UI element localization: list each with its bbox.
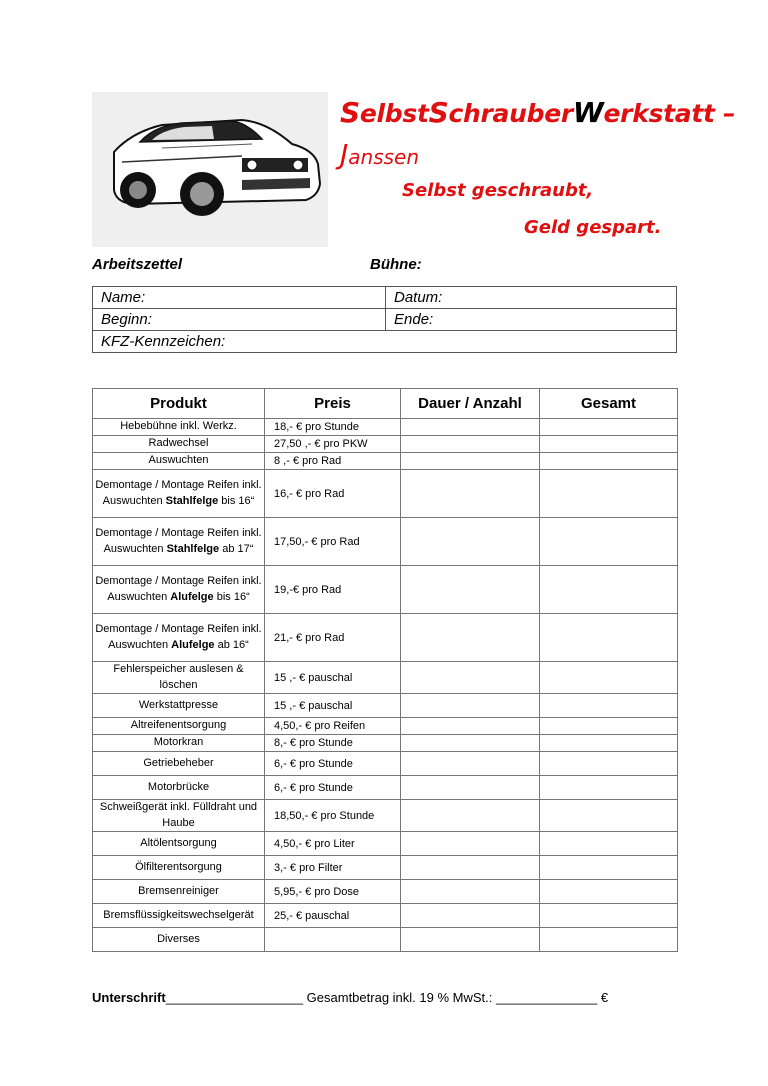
header-dauer: Dauer / Anzahl (401, 389, 540, 419)
product-cell (93, 694, 265, 718)
product-text: bis 16“ (218, 494, 255, 507)
duration-cell[interactable] (401, 776, 540, 800)
product-text: Alufelge (170, 590, 214, 603)
price-cell: 4,50,- € pro Reifen (265, 718, 401, 735)
duration-cell[interactable] (401, 470, 540, 518)
brand-part: chrauber (448, 99, 573, 128)
table-row (93, 694, 678, 718)
product-text: Demontage / Montage Reifen inkl. Auswuchten (95, 623, 262, 651)
duration-cell[interactable] (401, 694, 540, 718)
header-produkt: Produkt (93, 389, 265, 419)
product-text: Fehlerspeicher auslesen & löschen (113, 663, 244, 691)
currency: € (597, 990, 609, 1005)
total-cell[interactable] (540, 566, 678, 614)
owner-initial: J (340, 138, 349, 171)
brand-part: W (572, 96, 604, 129)
price-cell (265, 928, 401, 952)
total-cell[interactable] (540, 735, 678, 752)
product-cell (93, 776, 265, 800)
price-cell: 19,-€ pro Rad (265, 566, 401, 614)
header-gesamt: Gesamt (540, 389, 678, 419)
product-text: Schweißgerät inkl. Fülldraht und Haube (99, 801, 258, 829)
table-row (93, 518, 678, 566)
duration-cell[interactable] (401, 662, 540, 694)
datum-field[interactable]: Datum: (386, 287, 677, 309)
price-cell: 6,- € pro Stunde (265, 776, 401, 800)
total-cell[interactable] (540, 880, 678, 904)
product-text: Bremsflüssigkeitswechselgerät (103, 908, 254, 921)
product-text: Radwechsel (148, 437, 209, 450)
brand-part: – (714, 99, 736, 128)
buehne-label: Bühne: (370, 256, 422, 273)
table-row (93, 453, 678, 470)
price-cell: 3,- € pro Filter (265, 856, 401, 880)
info-table (92, 286, 677, 353)
total-cell[interactable] (540, 718, 678, 735)
product-text: Bremsenreiniger (138, 884, 219, 897)
product-cell (93, 566, 265, 614)
product-cell (93, 470, 265, 518)
product-text: Demontage / Montage Reifen inkl. Auswuchten (95, 527, 262, 555)
product-text: Motorkran (153, 736, 204, 749)
duration-cell[interactable] (401, 718, 540, 735)
price-cell: 6,- € pro Stunde (265, 752, 401, 776)
price-cell: 15 ,- € pauschal (265, 694, 401, 718)
product-cell (93, 880, 265, 904)
duration-cell[interactable] (401, 735, 540, 752)
duration-cell[interactable] (401, 928, 540, 952)
table-row (93, 419, 678, 436)
total-cell[interactable] (540, 856, 678, 880)
product-text: Motorbrücke (147, 780, 210, 793)
table-row (93, 566, 678, 614)
product-cell (93, 662, 265, 694)
total-cell[interactable] (540, 928, 678, 952)
price-cell: 8,- € pro Stunde (265, 735, 401, 752)
price-table (92, 388, 678, 952)
total-cell[interactable] (540, 436, 678, 453)
price-cell: 25,- € pauschal (265, 904, 401, 928)
brand-owner (340, 138, 419, 171)
table-row (93, 735, 678, 752)
header-preis: Preis (265, 389, 401, 419)
duration-cell[interactable] (401, 752, 540, 776)
table-row (93, 752, 678, 776)
car-illustration (92, 92, 328, 247)
owner-name: anssen (348, 145, 420, 169)
table-row (93, 776, 678, 800)
table-row (93, 880, 678, 904)
duration-cell[interactable] (401, 832, 540, 856)
total-cell[interactable] (540, 453, 678, 470)
ende-field[interactable]: Ende: (386, 309, 677, 331)
duration-cell[interactable] (401, 800, 540, 832)
product-text: Demontage / Montage Reifen inkl. Auswuchten (95, 479, 262, 507)
product-cell (93, 718, 265, 735)
table-row (93, 436, 678, 453)
duration-cell[interactable] (401, 419, 540, 436)
price-cell: 15 ,- € pauschal (265, 662, 401, 694)
product-cell (93, 518, 265, 566)
product-cell (93, 904, 265, 928)
price-cell: 4,50,- € pro Liter (265, 832, 401, 856)
product-text: Demontage / Montage Reifen inkl. Auswuchten (95, 575, 262, 603)
table-row (93, 718, 678, 735)
total-cell[interactable] (540, 776, 678, 800)
product-text: bis 16“ (213, 590, 250, 603)
total-cell[interactable] (540, 800, 678, 832)
total-line[interactable]: ______________ (495, 990, 598, 1005)
signature-line[interactable]: ___________________ (165, 990, 304, 1005)
product-cell (93, 735, 265, 752)
product-text: Ölfilterentsorgung (135, 860, 222, 873)
brand-part: S (428, 96, 449, 129)
brand-part: S (340, 96, 360, 129)
product-text: ab 17“ (219, 542, 254, 555)
product-text: Diverses (157, 932, 200, 945)
total-cell[interactable] (540, 614, 678, 662)
price-cell: 5,95,- € pro Dose (265, 880, 401, 904)
total-label: Gesamtbetrag inkl. 19 % MwSt.: (303, 990, 496, 1005)
product-text: ab 16“ (214, 638, 249, 651)
duration-cell[interactable] (401, 518, 540, 566)
product-text: Stahlfelge (165, 494, 219, 507)
beginn-field[interactable]: Beginn: (93, 309, 386, 331)
table-row (93, 800, 678, 832)
price-cell: 8 ,- € pro Rad (265, 453, 401, 470)
product-cell (93, 800, 265, 832)
product-cell (93, 928, 265, 952)
product-text: Alufelge (171, 638, 215, 651)
price-cell: 18,50,- € pro Stunde (265, 800, 401, 832)
table-row (93, 856, 678, 880)
kennzeichen-field[interactable]: KFZ-Kennzeichen: (93, 331, 677, 353)
product-cell (93, 419, 265, 436)
product-cell (93, 832, 265, 856)
product-text: Altölentsorgung (140, 836, 217, 849)
slogan-line-1: Selbst geschraubt, (402, 180, 594, 201)
product-text: Werkstattpresse (138, 698, 219, 711)
table-row (93, 928, 678, 952)
total-cell[interactable] (540, 662, 678, 694)
brand-part: elbst (359, 99, 429, 128)
name-field[interactable]: Name: (93, 287, 386, 309)
duration-cell[interactable] (401, 856, 540, 880)
duration-cell[interactable] (401, 904, 540, 928)
product-cell (93, 752, 265, 776)
product-cell (93, 856, 265, 880)
price-table-body (93, 419, 678, 952)
product-cell (93, 614, 265, 662)
arbeitszettel-label: Arbeitszettel (92, 256, 183, 273)
table-row (93, 832, 678, 856)
duration-cell[interactable] (401, 566, 540, 614)
duration-cell[interactable] (401, 614, 540, 662)
product-cell (93, 453, 265, 470)
price-cell: 16,- € pro Rad (265, 470, 401, 518)
total-cell[interactable] (540, 904, 678, 928)
product-text: Getriebeheber (143, 756, 214, 769)
table-row (93, 662, 678, 694)
product-text: Stahlfelge (166, 542, 220, 555)
price-cell: 21,- € pro Rad (265, 614, 401, 662)
product-text: Altreifenentsorgung (130, 719, 227, 732)
price-cell: 18,- € pro Stunde (265, 419, 401, 436)
total-cell[interactable] (540, 419, 678, 436)
product-text: Hebebühne inkl. Werkz. (120, 420, 237, 433)
table-row (93, 904, 678, 928)
footer (92, 990, 608, 1005)
total-cell[interactable] (540, 832, 678, 856)
duration-cell[interactable] (401, 436, 540, 453)
brand-title (340, 96, 735, 129)
brand-part: erkstatt (603, 99, 715, 128)
slogan-line-2: Geld gespart. (524, 217, 662, 238)
duration-cell[interactable] (401, 880, 540, 904)
duration-cell[interactable] (401, 453, 540, 470)
total-cell[interactable] (540, 694, 678, 718)
total-cell[interactable] (540, 752, 678, 776)
signature-label: Unterschrift (92, 990, 166, 1005)
total-cell[interactable] (540, 518, 678, 566)
product-cell (93, 436, 265, 453)
table-row (93, 470, 678, 518)
total-cell[interactable] (540, 470, 678, 518)
table-row (93, 614, 678, 662)
price-cell: 27,50 ,- € pro PKW (265, 436, 401, 453)
price-cell: 17,50,- € pro Rad (265, 518, 401, 566)
product-text: Auswuchten (148, 454, 209, 467)
